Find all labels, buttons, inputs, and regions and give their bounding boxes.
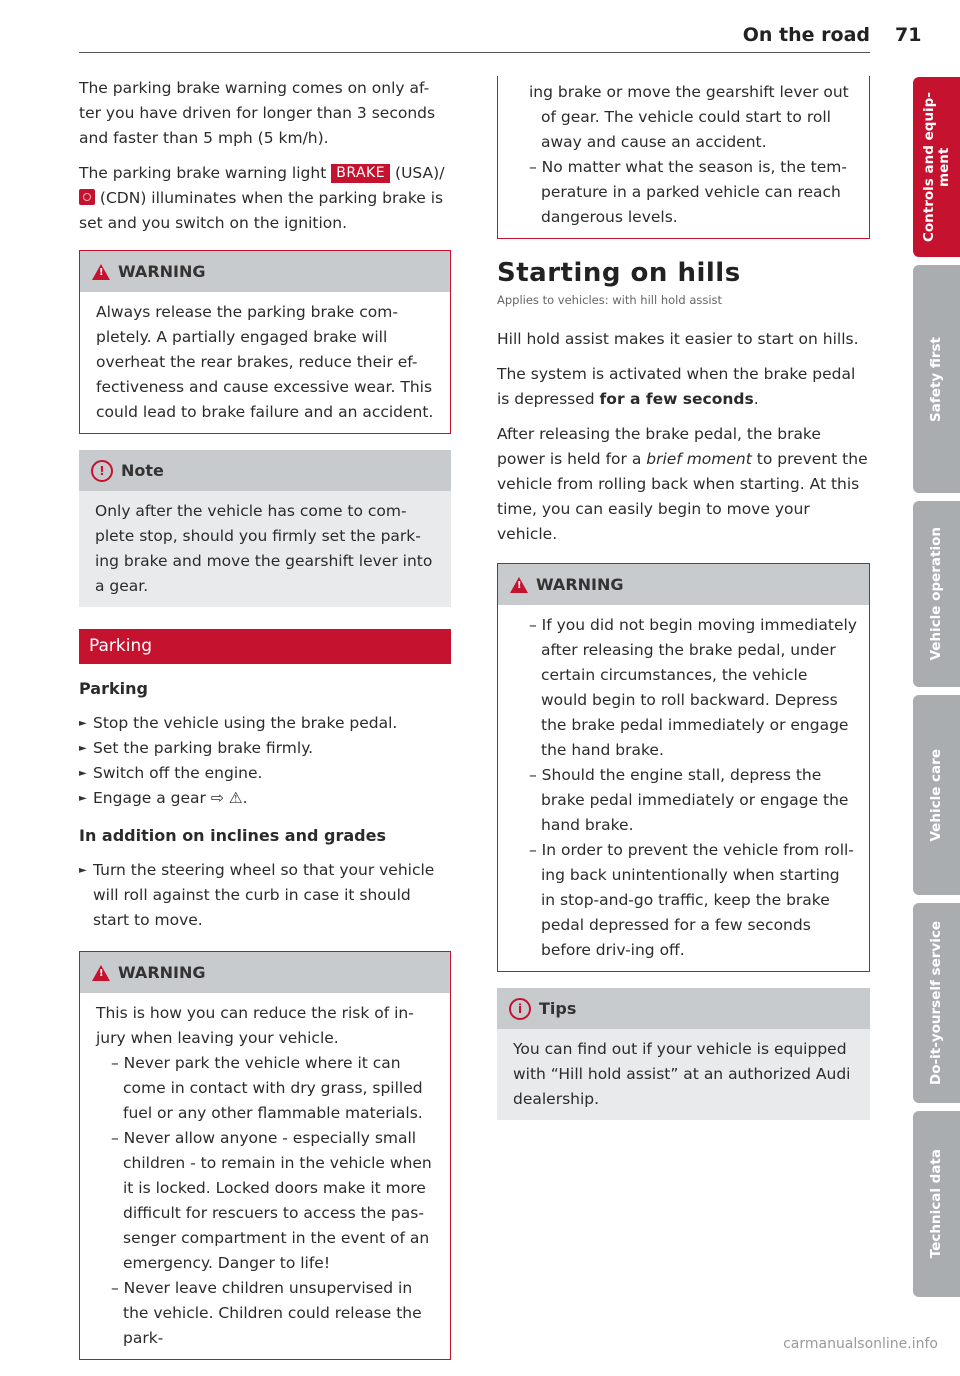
applies-to-note: Applies to vehicles: with hill hold assist (497, 293, 723, 307)
header-title: On the road (742, 24, 870, 46)
brake-warning-light-icon (79, 189, 95, 205)
section-heading: Parking (79, 629, 451, 664)
sidebar-tab-technical-data[interactable] (913, 1111, 960, 1297)
note-title: Note (121, 461, 164, 480)
warning-triangle-icon (510, 577, 528, 593)
warning-body: Always release the parking brake com-pletely. A partially engaged brake will overheat the rear brakes, reduce their ef-fectiveness and cause excessive wear. This could lead to brake failure and an accident. (96, 303, 434, 421)
text: The system is activated when the brake pedal is depressed (497, 365, 856, 408)
info-icon: i (509, 998, 531, 1020)
subheading: Parking (79, 679, 148, 698)
sidebar-tab-vehicle-operation[interactable] (913, 501, 960, 687)
text: to prevent the vehicle from rolling back when starting. At this time, you can easily begin to move your vehicle. (497, 450, 868, 543)
warning-box (79, 951, 451, 1360)
note-exclamation-icon: ! (91, 460, 113, 482)
warning-box (497, 563, 870, 972)
tips-body: You can find out if your vehicle is equipped with “Hill hold assist” at an authorized Audi dealership. (513, 1040, 851, 1108)
sidebar-tab-label: Technical data (928, 1149, 944, 1259)
warning-body (80, 993, 450, 1359)
warning-intro: This is how you can reduce the risk of in-jury when leaving your vehicle. (96, 1004, 414, 1047)
paragraph (497, 422, 870, 547)
warning-triangle-icon (92, 264, 110, 280)
warning-triangle-icon (92, 965, 110, 981)
list-item: – Should the engine stall, depress the brake pedal immediately or engage the hand brake. (529, 766, 849, 834)
right-column (497, 76, 870, 1142)
warning-box-continued (497, 76, 870, 239)
sidebar-tab-vehicle-care[interactable] (913, 695, 960, 895)
warning-box (79, 250, 451, 434)
italic-text: brief moment (646, 450, 752, 468)
text: . (753, 390, 759, 408)
warning-body (498, 605, 869, 971)
warning-title: WARNING (118, 963, 206, 982)
sidebar-tab-do-it-yourself[interactable] (913, 903, 960, 1103)
paragraph (79, 161, 451, 236)
tips-box (497, 988, 870, 1120)
header-rule (79, 52, 870, 53)
left-column (79, 76, 451, 1376)
page-number: 71 (895, 24, 922, 46)
bold-text: for a few seconds (599, 390, 754, 408)
list-item: – Never park the vehicle where it can come in contact with dry grass, spilled fuel or any other flammable materials. (111, 1054, 423, 1122)
list-item: – If you did not begin moving immediately after releasing the brake pedal, under certain circumstances, the vehicle would begin to roll backward. Depress the brake pedal immediately or engage the hand brake. (529, 616, 857, 759)
list-item: – Never leave children unsupervised in the vehicle. Children could release the park- (111, 1279, 422, 1347)
paragraph (497, 362, 870, 412)
warning-header (498, 564, 869, 605)
warning-title: WARNING (118, 262, 206, 281)
list-item: – In order to prevent the vehicle from roll-ing back unintentionally when starting in stop-and-go traffic, keep the brake pedal depressed for a few seconds before driv-ing off. (529, 841, 854, 959)
warning-header (80, 952, 450, 993)
list-item: – No matter what the season is, the tem-perature in a parked vehicle can reach dangerous levels. (529, 158, 847, 226)
sidebar-tab-label: Controls and equip-ment (920, 92, 952, 242)
step-item: ► Stop the vehicle using the brake pedal. (79, 711, 451, 736)
step-item: ► Engage a gear ⇨ ⚠. (79, 786, 451, 811)
text: (CDN) illuminates when the parking brake is set and you switch on the ignition. (79, 189, 444, 232)
section-title: Starting on hills (497, 258, 741, 288)
sidebar-tab-safety[interactable] (913, 265, 960, 493)
tips-header (497, 988, 870, 1029)
sidebar-tab-label: Vehicle operation (928, 527, 944, 661)
warning-list (514, 80, 857, 230)
sidebar-tab-label: Vehicle care (928, 748, 944, 842)
warning-header (80, 251, 450, 292)
warning-list (96, 1051, 438, 1351)
warning-list (514, 613, 857, 963)
text: After releasing the brake pedal, the brake power is held for a (497, 425, 821, 468)
step-item: ► Set the parking brake firmly. (79, 736, 451, 761)
note-box (79, 450, 451, 607)
warning-body (498, 76, 869, 238)
brake-warning-light-badge: BRAKE (331, 164, 390, 183)
subheading: In addition on inclines and grades (79, 826, 386, 845)
note-header (79, 450, 451, 491)
tips-title: Tips (539, 999, 577, 1018)
step-item: ► Switch off the engine. (79, 761, 451, 786)
text: The parking brake warning light (79, 164, 332, 182)
sidebar-tab-controls[interactable] (913, 77, 960, 257)
step-item: ► Turn the steering wheel so that your vehicle will roll against the curb in case it should start to move. (79, 858, 451, 933)
text: (USA)/ (390, 164, 445, 182)
sidebar-tab-label: Do-it-yourself service (928, 921, 944, 1085)
sidebar-tab-label: Safety first (928, 336, 944, 422)
list-item: – Never allow anyone - especially small children - to remain in the vehicle when it is locked. Locked doors make it more difficult for rescuers to access the pas-senger compartment in the event of an emergency. Danger to life! (111, 1129, 432, 1272)
warning-title: WARNING (536, 575, 624, 594)
paragraph: The parking brake warning comes on only af-ter you have driven for longer than 3 seconds and faster than 5 mph (5 km/h). (79, 79, 436, 147)
watermark: carmanualsonline.info (783, 1336, 938, 1352)
paragraph: Hill hold assist makes it easier to start on hills. (497, 330, 859, 348)
note-body: Only after the vehicle has come to com-plete stop, should you firmly set the park-ing brake and move the gearshift lever into a gear. (95, 502, 433, 595)
list-item: ing brake or move the gearshift lever out of gear. The vehicle could start to roll away and cause an accident. (529, 83, 849, 151)
